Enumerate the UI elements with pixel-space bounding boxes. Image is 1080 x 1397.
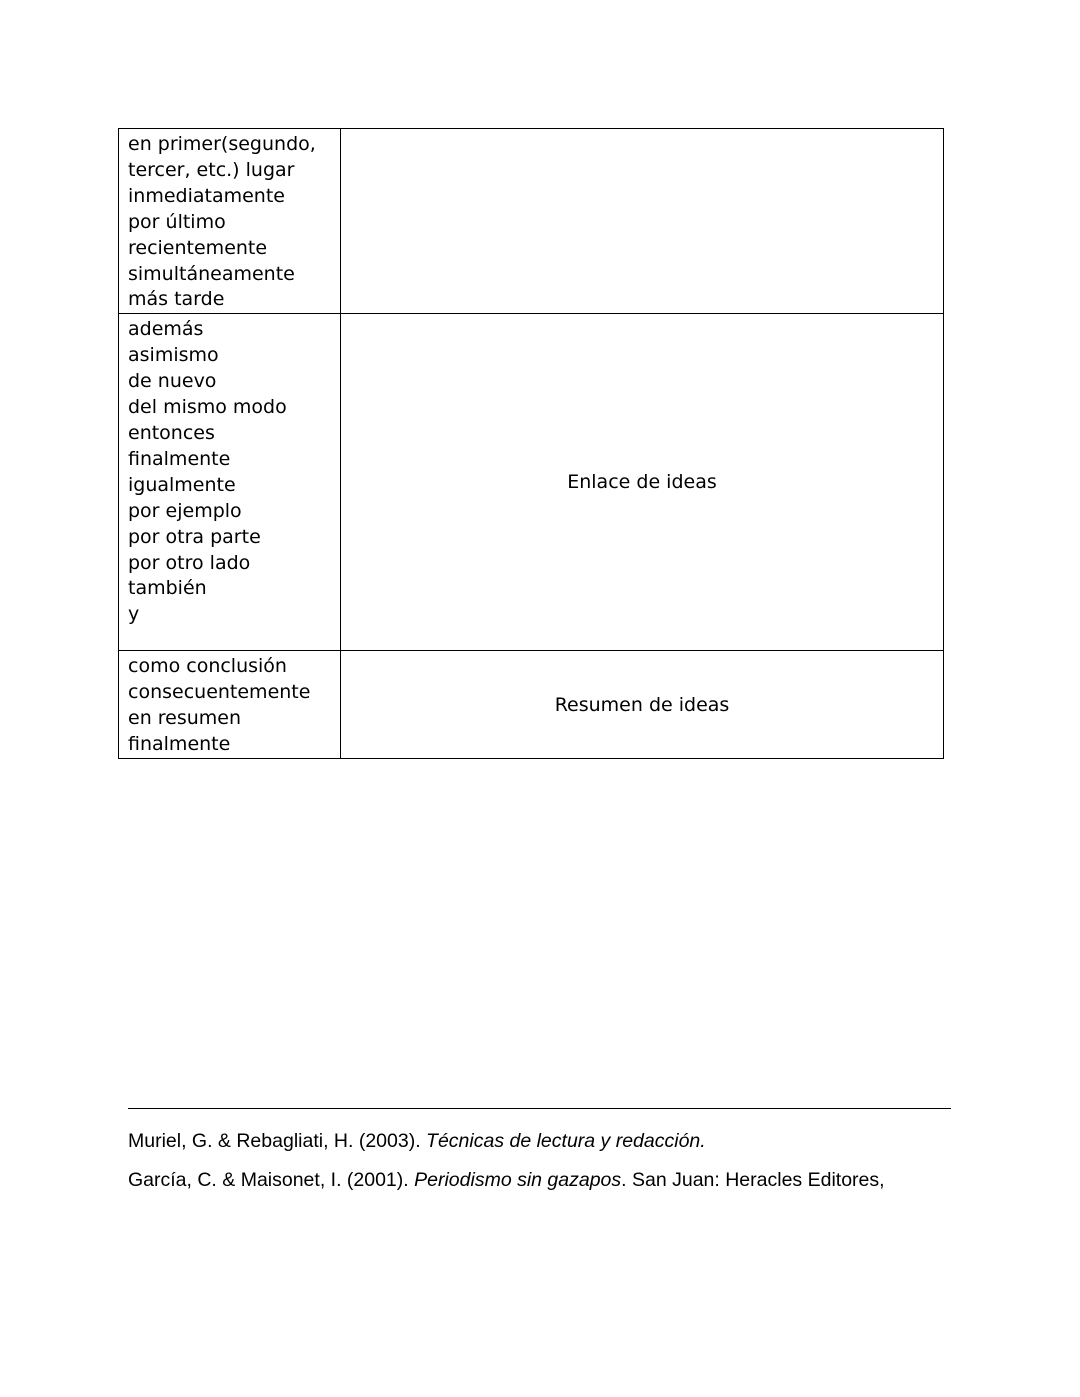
category-cell — [341, 129, 944, 314]
connector-word: como conclusión — [128, 655, 287, 678]
connector-word: simultáneamente — [128, 262, 295, 285]
connector-word: tercer, etc.) lugar — [128, 158, 295, 181]
reference-authors: García, C. & Maisonet, I. (2001). — [128, 1169, 415, 1191]
connector-word: asimismo — [128, 344, 219, 367]
category-cell: Enlace de ideas — [341, 314, 944, 651]
connector-word: del mismo modo — [128, 396, 287, 419]
footnote-divider — [128, 1108, 951, 1109]
connector-word-list — [119, 129, 340, 313]
connector-word: por otra parte — [128, 525, 261, 548]
connector-word: por ejemplo — [128, 499, 242, 522]
category-cell: Resumen de ideas — [341, 651, 944, 759]
connector-word: además — [128, 318, 204, 341]
connector-word: por último — [128, 210, 226, 233]
connector-word-list — [119, 651, 340, 758]
reference-authors: Muriel, G. & Rebagliati, H. (2003). — [128, 1130, 427, 1152]
connector-word: por otro lado — [128, 551, 251, 574]
connector-word: también — [128, 577, 207, 600]
reference-title: Técnicas de lectura y redacción. — [426, 1130, 706, 1152]
reference-entry — [128, 1130, 706, 1153]
reference-publisher: . San Juan: Heracles Editores, — [621, 1169, 885, 1191]
reference-title: Periodismo sin gazapos — [414, 1169, 622, 1191]
connector-word: de nuevo — [128, 370, 217, 393]
table-row — [119, 651, 944, 759]
connector-word: más tarde — [128, 288, 225, 311]
table-row — [119, 314, 944, 651]
connector-words-cell — [119, 129, 341, 314]
connector-word: igualmente — [128, 473, 236, 496]
connector-word: inmediatamente — [128, 184, 285, 207]
connector-word: entonces — [128, 421, 215, 444]
connector-words-cell — [119, 314, 341, 651]
connector-word-list — [119, 314, 340, 628]
connectors-table — [118, 128, 944, 759]
reference-entry — [128, 1169, 885, 1192]
connector-word: consecuentemente — [128, 681, 311, 704]
connector-word: finalmente — [128, 733, 231, 756]
connector-word: en primer(segundo, — [128, 133, 316, 155]
connector-words-cell — [119, 651, 341, 759]
connector-word: recientemente — [128, 236, 268, 259]
connector-word: finalmente — [128, 447, 231, 470]
connector-word: en resumen — [128, 707, 242, 730]
connector-word: y — [128, 603, 140, 626]
table-row — [119, 129, 944, 314]
